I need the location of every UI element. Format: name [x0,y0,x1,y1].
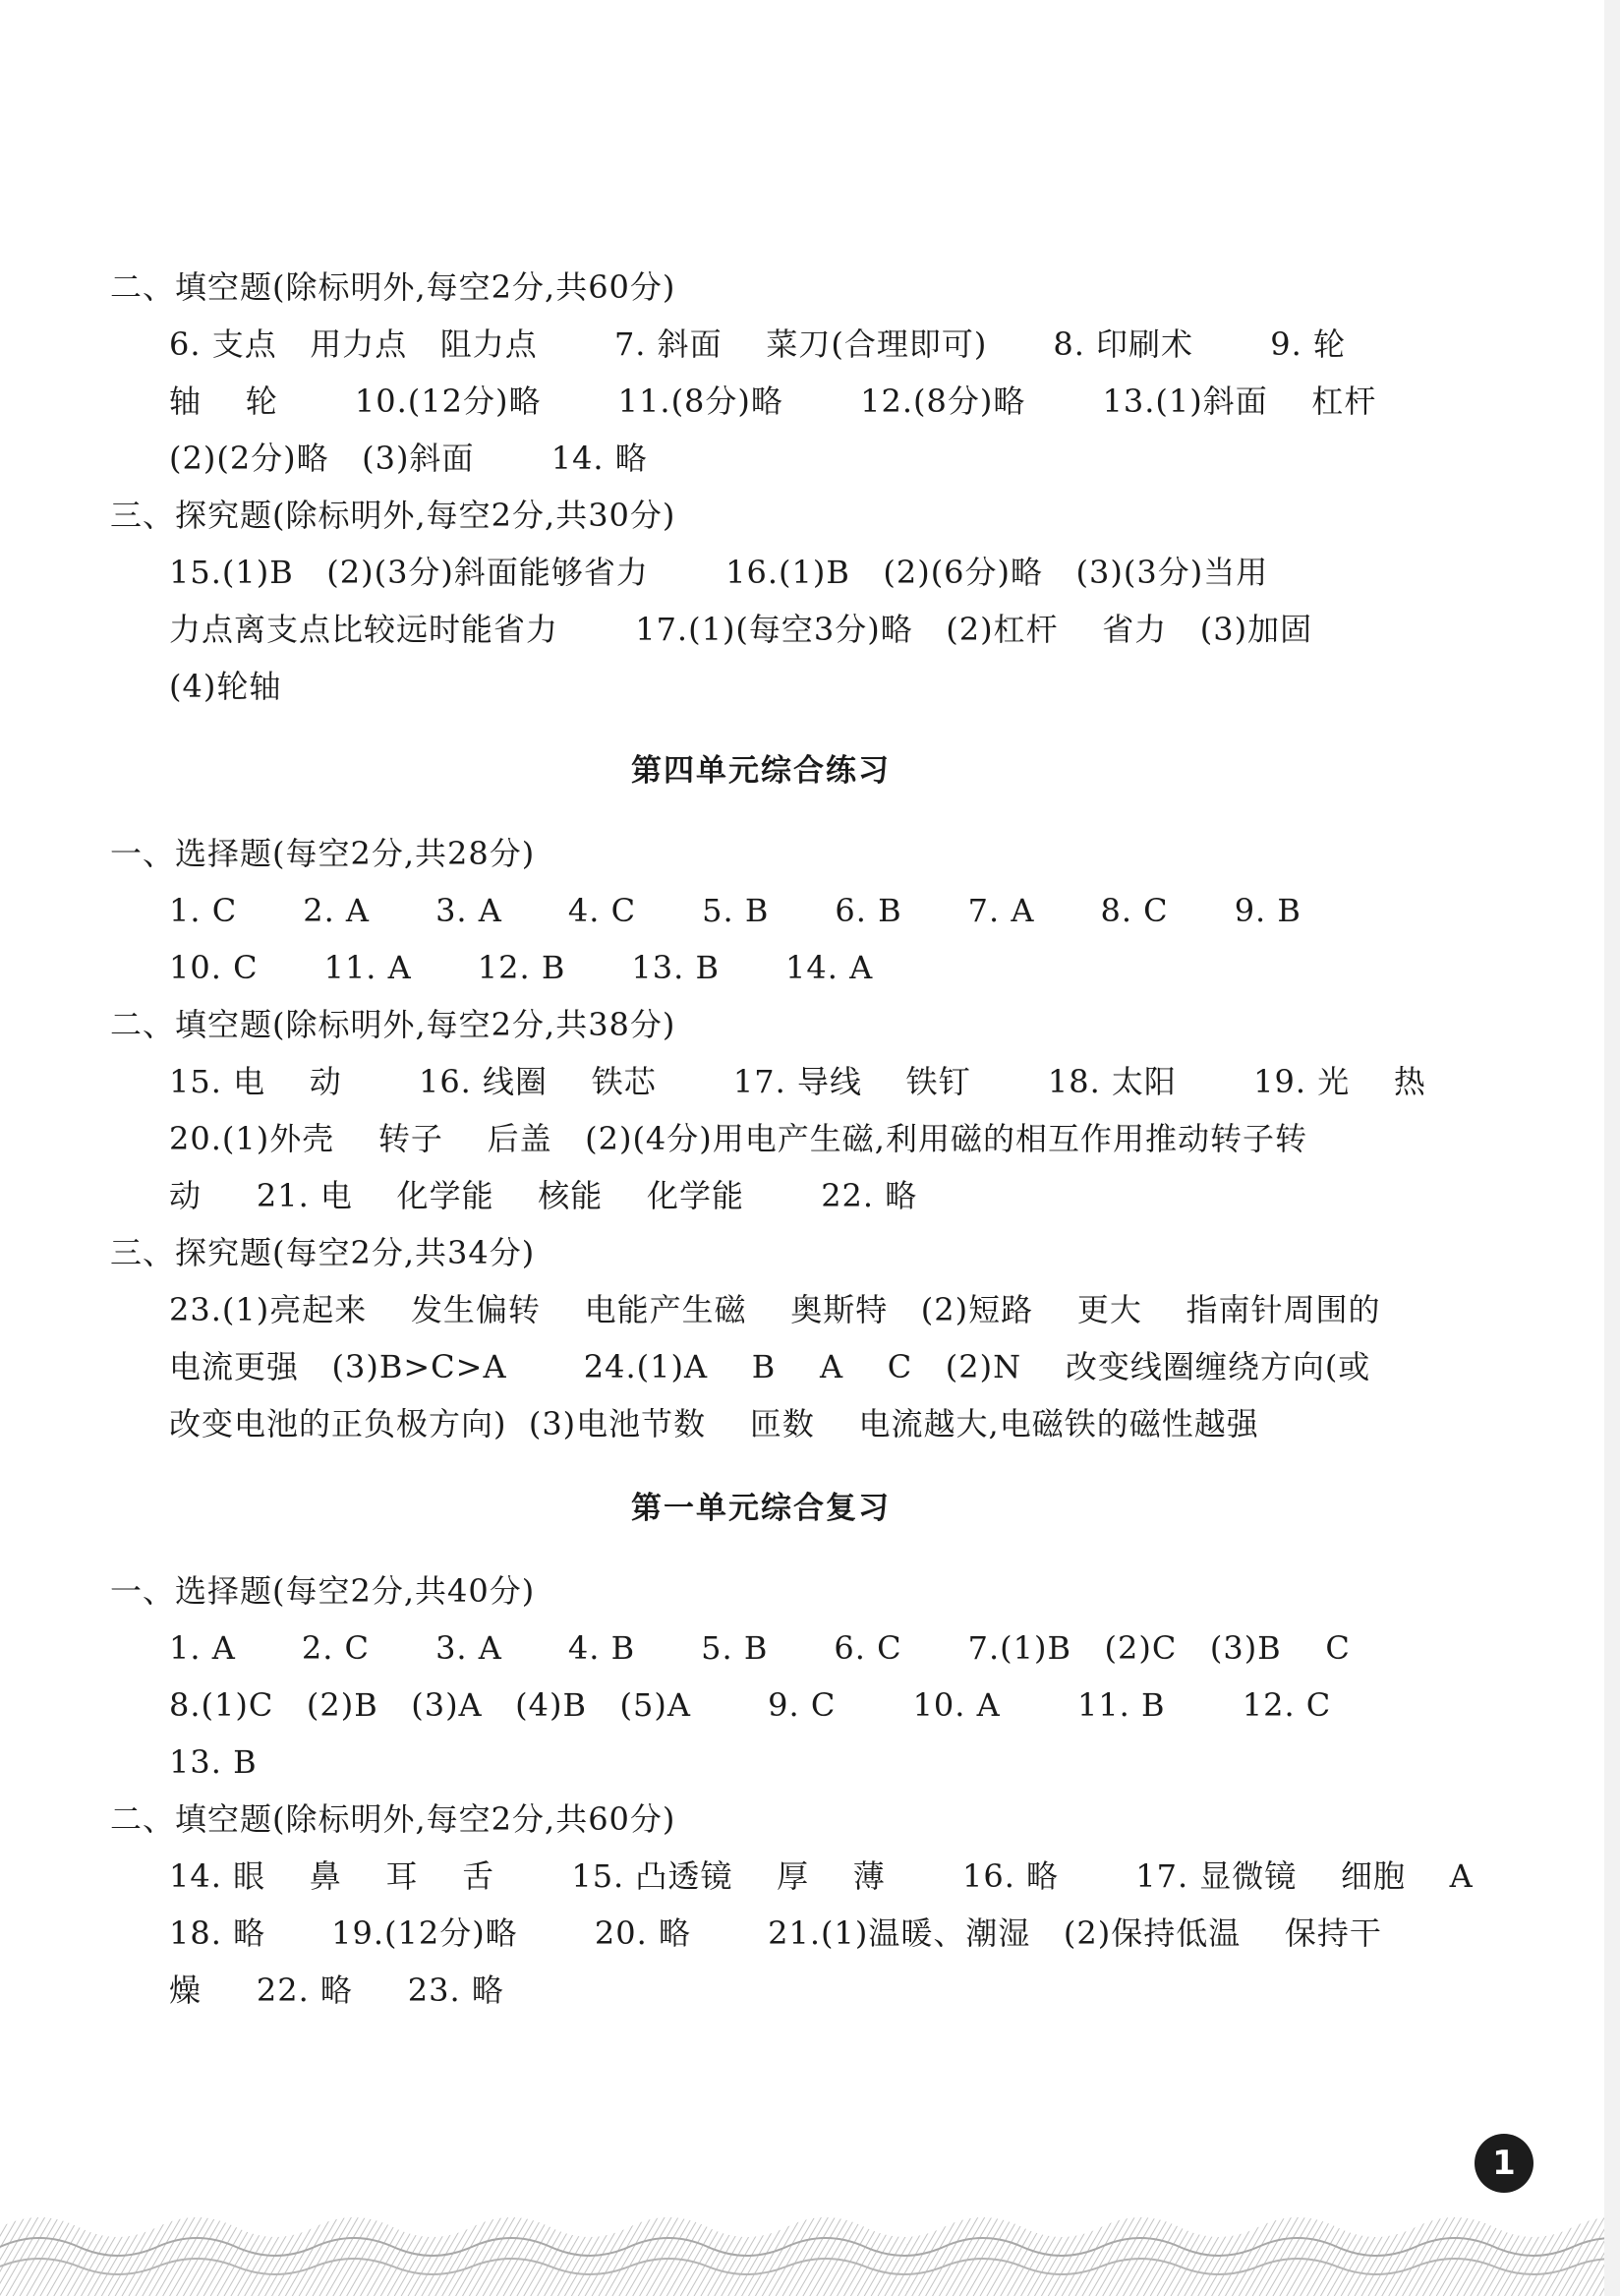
answer-line: (4)轮轴 [169,668,282,705]
section-heading-explore: 三、探究题(除标明外,每空2分,共30分) [110,497,676,534]
answer-line: 15.(1)B (2)(3分)斜面能够省力 16.(1)B (2)(6分)略 (3)(3分)当用 [169,554,1269,591]
answer-line: 14. 眼 鼻 耳 舌 15. 凸透镜 厚 薄 16. 略 17. 显微镜 细胞 A [169,1857,1474,1895]
answer-line: 轴 轮 10.(12分)略 11.(8分)略 12.(8分)略 13.(1)斜面 杠杆 [169,383,1377,420]
section-heading-choice: 一、选择题(每空2分,共28分) [110,835,536,872]
page-number-badge: 1 [1475,2134,1533,2193]
answer-line: 8.(1)C (2)B (3)A (4)B (5)A 9. C 10. A 11. B 12. C [169,1686,1332,1724]
answer-line: (2)(2分)略 (3)斜面 14. 略 [169,440,648,477]
page-edge [1604,0,1620,2296]
unit-title-1: 第一单元综合复习 [631,1491,891,1526]
answer-line: 改变电池的正负极方向) (3)电池节数 匝数 电流越大,电磁铁的磁性越强 [169,1405,1259,1442]
answer-line: 燥 22. 略 23. 略 [169,1972,504,2009]
answer-line: 15. 电 动 16. 线圈 铁芯 17. 导线 铁钉 18. 太阳 19. 光 热 [169,1063,1426,1100]
footer-wave-decoration [0,2188,1604,2296]
answer-line: 18. 略 19.(12分)略 20. 略 21.(1)温暖、潮湿 (2)保持低温 保持干 [169,1914,1382,1952]
answer-line: 10. C 11. A 12. B 13. B 14. A [169,949,874,986]
section-heading-explore: 三、探究题(每空2分,共34分) [110,1234,536,1271]
answer-line: 动 21. 电 化学能 核能 化学能 22. 略 [169,1177,918,1214]
answer-line: 电流更强 (3)B>C>A 24.(1)A B A C (2)N 改变线圈缠绕方向(或 [169,1348,1371,1385]
answer-line: 力点离支点比较远时能省力 17.(1)(每空3分)略 (2)杠杆 省力 (3)加固 [169,611,1313,648]
answer-line: 6. 支点 用力点 阻力点 7. 斜面 菜刀(合理即可) 8. 印刷术 9. 轮 [169,325,1346,363]
section-heading-fill-in: 二、填空题(除标明外,每空2分,共60分) [110,268,676,306]
section-heading-choice: 一、选择题(每空2分,共40分) [110,1572,536,1610]
answer-line: 1. A 2. C 3. A 4. B 5. B 6. C 7.(1)B (2)C (3)B C [169,1629,1351,1667]
unit-title-4: 第四单元综合练习 [631,753,891,789]
answer-line: 20.(1)外壳 转子 后盖 (2)(4分)用电产生磁,利用磁的相互作用推动转子转 [169,1120,1307,1157]
section-heading-fill-in: 二、填空题(除标明外,每空2分,共38分) [110,1006,676,1043]
section-heading-fill-in: 二、填空题(除标明外,每空2分,共60分) [110,1800,676,1838]
answer-line: 1. C 2. A 3. A 4. C 5. B 6. B 7. A 8. C 9. B [169,892,1302,929]
answer-line: 23.(1)亮起来 发生偏转 电能产生磁 奥斯特 (2)短路 更大 指南针周围的 [169,1291,1381,1328]
answer-line: 13. B [169,1743,258,1781]
